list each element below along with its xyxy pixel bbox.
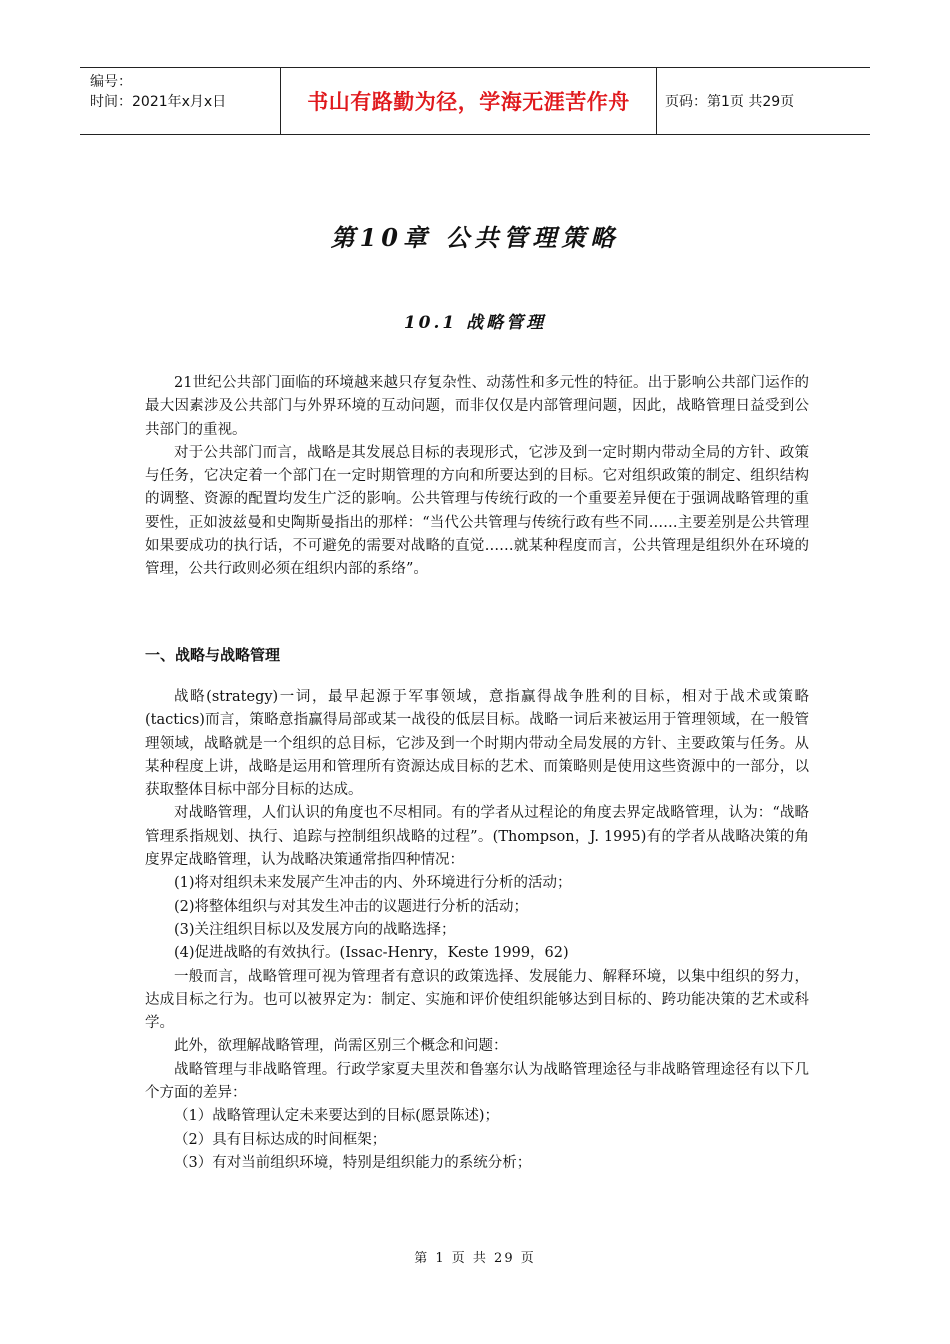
list-item: （1）战略管理认定未来要达到的目标(愿景陈述)； (174, 1108, 500, 1125)
paragraph: 一般而言，战略管理可视为管理者有意识的政策选择、发展能力、解释环境，以集中组织的努力，达成目标之行为。也可以被界定为：制定、实施和评价使组织能够达到目标的、跨功能决策的艺术或科学。 (145, 968, 809, 1032)
section-body (145, 686, 809, 1175)
paragraph: 对于公共部门而言，战略是其发展总目标的表现形式，它涉及到一定时期内带动全局的方针、政策与任务，它决定着一个部门在一定时期管理的方向和所要达到的目标。它对组织政策的制定、组织结构的调整、资源的配置均发生广泛的影响。公共管理与传统行政的一个重要差异便在于强调战略管理的重要性，正如波兹曼和史陶斯曼指出的那样：“当代公共管理与传统行政有些不同……主要差别是公共管理如果要成功的执行话，不可避免的需要对战略的直觉……就某种程度而言，公共管理是组织外在环境的管理，公共行政则必须在组织内部的系络”。 (145, 444, 809, 578)
date-label: 时间：2021年x月x日 (90, 94, 227, 110)
paragraph: 战略管理与非战略管理。行政学家夏夫里茨和鲁塞尔认为战略管理途径与非战略管理途径有以下几个方面的差异： (145, 1061, 809, 1102)
header-motto-cell (281, 68, 657, 134)
header-meta (80, 68, 281, 134)
list-item: （2）具有目标达成的时间框架； (174, 1131, 387, 1148)
list-item: (4)促进战略的有效执行。(Issac-Henry，Keste 1999，62) (174, 945, 569, 962)
header-table (80, 67, 870, 135)
paragraph: 对战略管理，人们认识的角度也不尽相同。有的学者从过程论的角度去界定战略管理，认为：“战略管理系指规划、执行、追踪与控制组织战略的过程”。(Thompson，J. 1995)有的学者从战略决策的角度界定战略管理，认为战略决策通常指四种情况： (145, 805, 809, 869)
list-item: (1)将对组织未来发展产生冲击的内、外环境进行分析的活动； (174, 875, 572, 892)
list-item: (3)关注组织目标以及发展方向的战略选择； (174, 921, 456, 938)
section-heading: 一、战略与战略管理 (145, 646, 281, 664)
list-item: (2)将整体组织与对其发生冲击的议题进行分析的活动； (174, 898, 529, 915)
header-page-info (657, 68, 870, 134)
list-item: （3）有对当前组织环境，特别是组织能力的系统分析； (174, 1154, 532, 1171)
number-label: 编号： (90, 74, 132, 90)
section-title: 10.1 战略管理 (403, 313, 547, 333)
page-footer: 第 1 页 共 29 页 (414, 1251, 536, 1266)
paragraph: 21世纪公共部门面临的环境越来越只存复杂性、动荡性和多元性的特征。出于影响公共部门运作的最大因素涉及公共部门与外界环境的互动问题，而非仅仅是内部管理问题，因此，战略管理日益受到公共部门的重视。 (145, 375, 809, 438)
paragraph: 战略(strategy)一词，最早起源于军事领域，意指赢得战争胜利的目标，相对于战术或策略(tactics)而言，策略意指赢得局部或某一战役的低层目标。战略一词后来被运用于管理领域，在一般管理领域，战略就是一个组织的总目标，它涉及到一个时期内带动全局发展的方针、主要政策与任务。从某种程度上讲，战略是运用和管理所有资源达成目标的艺术、而策略则是使用这些资源中的一部分，以获取整体目标中部分目标的达成。 (145, 689, 809, 799)
paragraph: 此外，欲理解战略管理，尚需区别三个概念和问题： (174, 1038, 508, 1055)
page-info-text: 页码：第1页 共29页 (665, 94, 795, 110)
motto-text: 书山有路勤为径，学海无涯苦作舟 (307, 90, 630, 114)
chapter-title: 第10章 公共管理策略 (330, 223, 620, 252)
intro-text (145, 372, 809, 582)
